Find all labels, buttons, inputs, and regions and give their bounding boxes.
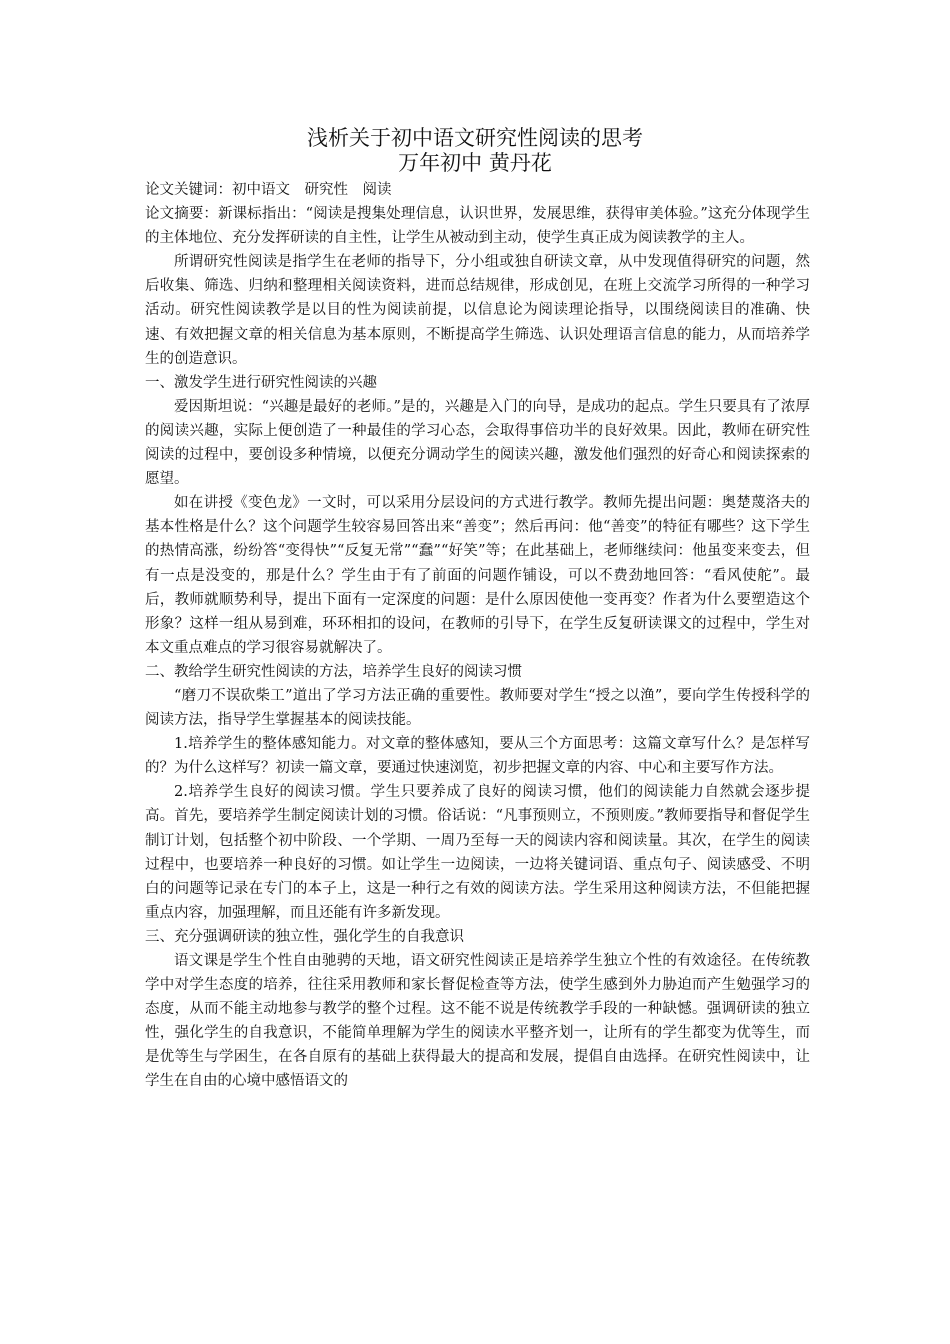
section-3-heading: 三、充分强调研读的独立性，强化学生的自我意识: [145, 928, 464, 945]
abstract-paragraph: 论文摘要：新课标指出：“阅读是搜集处理信息，认识世界，发展思维，获得审美体验。”这充分体现学生的主体地位、充分发挥研读的自主性，让学生从被动到主动，使学生真正成为阅读教学的主人。: [145, 206, 810, 247]
keywords-line: 论文关键词：初中语文 研究性 阅读: [145, 182, 392, 198]
document-title: 浅析关于初中语文研究性阅读的思考: [307, 126, 643, 150]
section-2-heading: 二、教给学生研究性阅读的方法，培养学生良好的阅读习惯: [145, 663, 522, 680]
section-1-paragraph-1: 爱因斯坦说：“兴趣是最好的老师。”是的，兴趣是入门的向导，是成功的起点。学生只要具有了浓厚的阅读兴趣，实际上便创造了一种最佳的学习心态，会取得事倍功半的良好效果。因此，教师在研究性阅读的过程中，要创设多种情境，以便充分调动学生的阅读兴趣，激发他们强烈的好奇心和阅读探索的愿望。: [145, 398, 810, 488]
intro-paragraph: 所谓研究性阅读是指学生在老师的指导下，分小组或独自研读文章，从中发现值得研究的问题，然后收集、筛选、归纳和整理相关阅读资料，进而总结规律，形成创见，在班上交流学习所得的一种学习活动。研究性阅读教学是以目的性为阅读前提，以信息论为阅读理论指导，以围绕阅读目的准确、快速、有效把握文章的相关信息为基本原则，不断提高学生筛选、认识处理语言信息的能力，从而培养学生的创造意识。: [145, 254, 810, 367]
section-3-paragraph-1: 语文课是学生个性自由驰骋的天地，语文研究性阅读正是培养学生独立个性的有效途径。在传统教学中对学生态度的培养，往往采用教师和家长督促检查等方法，使学生感到外力胁迫而产生勉强学习的态度，从而不能主动地参与教学的整个过程。这不能不说是传统教学手段的一种缺憾。强调研读的独立性，强化学生的自我意识，不能简单理解为学生的阅读水平整齐划一，让所有的学生都变为优等生，而是优等生与学困生，在各自原有的基础上获得最大的提高和发展，提倡自由选择。在研究性阅读中，让学生在自由的心境中感悟语文的: [145, 953, 810, 1090]
document-author: 万年初中 黄丹花: [398, 151, 552, 175]
document-body: [145, 178, 810, 1094]
section-1-paragraph-2: 如在讲授《变色龙》一文时，可以采用分层设问的方式进行教学。教师先提出问题：奥楚蔑洛夫的基本性格是什么？这个问题学生较容易回答出来“善变”；然后再问：他“善变”的特征有哪些？这下学生的热情高涨，纷纷答“变得快”“反复无常”“蠢”“好笑”等；在此基础上，老师继续问：他虽变来变去，但有一点是没变的，那是什么？学生由于有了前面的问题作铺设，可以不费劲地回答：“看风使舵”。最后，教师就顺势利导，提出下面有一定深度的问题：是什么原因使他一变再变？作者为什么要塑造这个形象？这样一组从易到难，环环相扣的设问，在教师的引导下，在学生反复研读课文的过程中，学生对本文重点难点的学习很容易就解决了。: [145, 495, 810, 656]
section-2-paragraph-2: 1.培养学生的整体感知能力。对文章的整体感知，要从三个方面思考：这篇文章写什么？是怎样写的？为什么这样写？初读一篇文章，要通过快速浏览，初步把握文章的内容、中心和主要写作方法。: [145, 736, 810, 777]
section-1-heading: 一、激发学生进行研究性阅读的兴趣: [145, 374, 377, 391]
section-2-paragraph-1: “磨刀不误砍柴工”道出了学习方法正确的重要性。教师要对学生“授之以渔”，要向学生传授科学的阅读方法，指导学生掌握基本的阅读技能。: [145, 687, 810, 729]
section-2-paragraph-3: 2.培养学生良好的阅读习惯。学生只要养成了良好的阅读习惯，他们的阅读能力自然就会逐步提高。首先，要培养学生制定阅读计划的习惯。俗话说：“凡事预则立，不预则废。”教师要指导和督促学生制订计划，包括整个初中阶段、一个学期、一周乃至每一天的阅读内容和阅读量。其次，在学生的阅读过程中，也要培养一种良好的习惯。如让学生一边阅读，一边将关键词语、重点句子、阅读感受、不明白的问题等记录在专门的本子上，这是一种行之有效的阅读方法。学生采用这种阅读方法，不但能把握重点内容，加强理解，而且还能有许多新发现。: [145, 784, 810, 921]
